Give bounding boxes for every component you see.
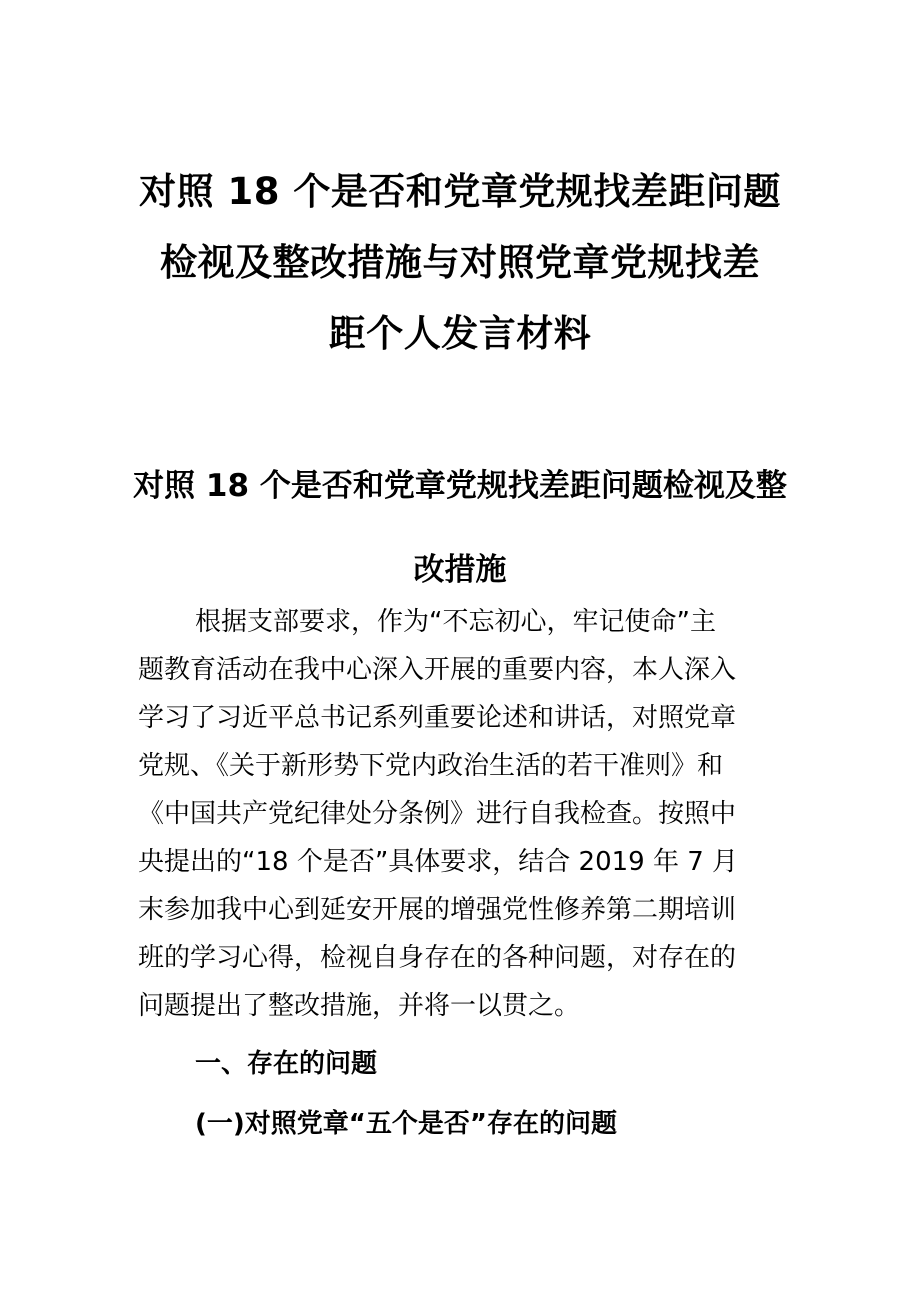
- paragraph-line: 《中国共产党纪律处分条例》进行自我检查。按照中: [138, 799, 737, 829]
- paragraph-line: 末参加我中心到延安开展的增强党性修养第二期培训: [138, 895, 737, 925]
- section-title-line: 对照 18 个是否和党章党规找差距问题检视及整: [133, 468, 787, 504]
- document-title-line: 检视及整改措施与对照党章党规找差: [160, 241, 760, 284]
- paragraph-line: 学习了习近平总书记系列重要论述和讲话，对照党章: [138, 703, 737, 733]
- document-title-line: 距个人发言材料: [328, 312, 592, 355]
- paragraph-line: 班的学习心得，检视自身存在的各种问题，对存在的: [138, 943, 737, 973]
- section-title-line: 改措施: [413, 552, 507, 588]
- paragraph-line: 根据支部要求，作为“不忘初心，牢记使命”主: [195, 607, 716, 637]
- heading-existing-problems: 一、存在的问题: [195, 1049, 378, 1079]
- paragraph-line: 党规、《关于新形势下党内政治生活的若干准则》和: [138, 751, 724, 781]
- paragraph-line: 央提出的“18 个是否”具体要求，结合 2019 年 7 月: [138, 847, 739, 877]
- subheading-five-whethers: (一)对照党章“五个是否”存在的问题: [195, 1109, 617, 1139]
- paragraph-line: 问题提出了整改措施，并将一以贯之。: [138, 991, 581, 1021]
- paragraph-line: 题教育活动在我中心深入开展的重要内容，本人深入: [138, 655, 737, 685]
- document-title-line: 对照 18 个是否和党章党规找差距问题: [139, 170, 781, 213]
- intro-paragraph: [138, 598, 788, 1030]
- document-title: [130, 156, 790, 369]
- section-title: [120, 444, 800, 612]
